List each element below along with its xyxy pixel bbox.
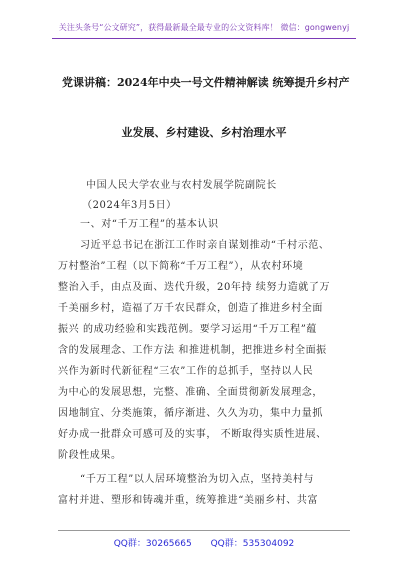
paragraph-line: 千美丽乡村，造福了万千农民群众，创造了推进乡村全面 xyxy=(58,303,323,314)
paragraph-line: 习近平总书记在浙江工作时亲自谋划推动“千村示范、 xyxy=(80,240,330,251)
header-banner: 关注头条号“公文研究”，获得最新最全最专业的公文资料库！ 微信：gongwenyj xyxy=(58,23,350,32)
paragraph-line: 整治入手，由点及面、迭代升级，20年持 续努力造就了万 xyxy=(58,282,331,293)
document-title-line-2: 业发展、乡村建设、乡村治理水平 xyxy=(121,126,287,139)
qq-group-1: QQ群：30265665 xyxy=(113,539,192,549)
section-heading: 一、对“千万工程”的基本认识 xyxy=(80,219,219,230)
qq-group-2: QQ群：535304092 xyxy=(210,539,295,549)
paragraph-line: 因地制宜、分类施策，循序渐进、久久为功，集中力量抓 xyxy=(58,408,323,419)
paragraph-line: 阶段性成果。 xyxy=(58,450,122,461)
date-line: （2024年3月5日） xyxy=(82,200,177,211)
header-divider xyxy=(52,38,356,39)
footer-divider xyxy=(58,530,350,531)
paragraph-line: 振兴 的成功经验和实践范例。要学习运用“千万工程”蕴 xyxy=(58,324,318,335)
paragraph-line: 为中心的发展思想，完整、准确、全面贯彻新发展理念， xyxy=(58,387,323,398)
paragraph-line: “千万工程”以人居环境整治为切入点，坚持美村与 xyxy=(80,474,315,485)
paragraph-line: 兴作为新时代新征程“三农”工作的总抓手，坚持以人民 xyxy=(58,366,314,377)
footer xyxy=(0,536,408,549)
paragraph-line: 万村整治”工程（以下简称“千万工程”），从农村环境 xyxy=(58,261,304,272)
paragraph-line: 富村并进、塑形和铸魂并重，统筹推进“美丽乡村、共富 xyxy=(58,495,319,506)
document-title-line-1: 党课讲稿：2024年中央一号文件精神解读 统筹提升乡村产 xyxy=(62,76,350,89)
author-line: 中国人民大学农业与农村发展学院副院长 xyxy=(86,180,277,191)
paragraph-line: 好办成一批群众可感可及的实事， 不断取得实质性进展、 xyxy=(58,429,327,440)
paragraph-line: 含的发展理念、工作方法 和推进机制，把推进乡村全面振 xyxy=(58,345,327,356)
